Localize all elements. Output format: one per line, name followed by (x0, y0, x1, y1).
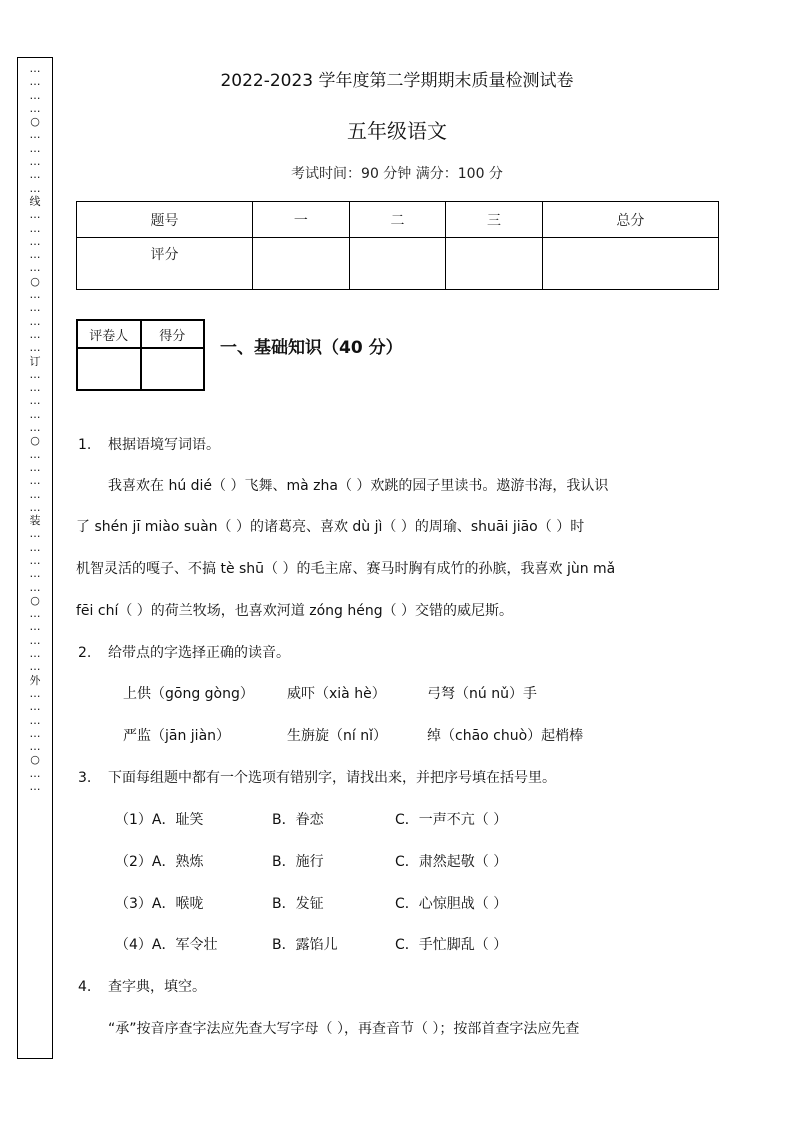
binding-char: … (29, 75, 41, 89)
score-label: 得分 (141, 320, 205, 348)
score-header-cell: 二 (349, 202, 446, 238)
binding-char: … (29, 474, 41, 488)
question-prompt: 查字典，填空。 (108, 979, 206, 995)
binding-char: … (29, 540, 41, 554)
option-a: （4）A．军令壮 (115, 937, 218, 953)
grader-table (76, 319, 205, 391)
binding-char: … (29, 766, 41, 780)
binding-char: … (29, 460, 41, 474)
binding-char: … (29, 567, 41, 581)
binding-char: … (29, 155, 41, 169)
binding-char: … (29, 447, 41, 461)
score-header-cell: 题号 (77, 202, 253, 238)
question-text: 机智灵活的嘎子、不搞 tè shū（ ）的毛主席、赛马时胸有成竹的孙膑，我喜欢 jùn mǎ (76, 561, 616, 577)
section-heading: 一、基础知识（40 分） (220, 338, 403, 358)
pinyin-item: 上供（gōng gòng） (123, 686, 254, 702)
binding-char: … (29, 780, 41, 794)
binding-margin (17, 57, 53, 1059)
binding-char: … (29, 248, 41, 262)
binding-char: … (29, 487, 41, 501)
binding-char: … (29, 221, 41, 235)
option-c: C．心惊胆战（ ） (395, 896, 508, 912)
binding-char: … (29, 700, 41, 714)
exam-subtitle: 五年级语文 (347, 119, 447, 143)
option-b: B．露馅儿 (272, 937, 338, 953)
pinyin-item: 弓弩（nú nǔ）手 (427, 686, 537, 702)
question-prompt: 给带点的字选择正确的读音。 (108, 645, 290, 661)
option-b: B．眷恋 (272, 812, 324, 828)
exam-info: 考试时间：90 分钟 满分：100 分 (291, 166, 503, 182)
binding-char: … (29, 88, 41, 102)
question-number: 4. (78, 979, 92, 995)
score-header-cell: 一 (253, 202, 350, 238)
binding-char: … (29, 381, 41, 395)
score-header-cell: 三 (446, 202, 543, 238)
binding-char: … (29, 141, 41, 155)
binding-char: 装 (29, 514, 41, 528)
score-cell[interactable] (349, 238, 446, 290)
binding-char: ○ (30, 274, 40, 288)
question-number: 1. (78, 437, 92, 453)
option-c: C．一声不亢（ ） (395, 812, 508, 828)
binding-char: 订 (29, 354, 41, 368)
grader-label: 评卷人 (77, 320, 141, 348)
binding-char: … (29, 234, 41, 248)
option-c: C．肃然起敬（ ） (395, 854, 508, 870)
binding-char: … (29, 261, 41, 275)
score-table (76, 201, 719, 290)
score-cell[interactable] (446, 238, 543, 290)
pinyin-item: 威吓（xià hè） (287, 686, 386, 702)
pinyin-item: 生旃旋（ní nǐ） (287, 728, 387, 744)
score-row-label: 评分 (77, 238, 253, 290)
binding-char: … (29, 181, 41, 195)
binding-char: … (29, 101, 41, 115)
question-number: 2. (78, 645, 92, 661)
binding-char: … (29, 740, 41, 754)
binding-char: … (29, 128, 41, 142)
binding-char: … (29, 421, 41, 435)
binding-char: … (29, 394, 41, 408)
binding-char: … (29, 500, 41, 514)
question-prompt: 下面每组题中都有一个选项有错别字，请找出来，并把序号填在括号里。 (108, 770, 556, 786)
binding-char: ○ (30, 115, 40, 129)
binding-char: … (29, 314, 41, 328)
binding-char: ○ (30, 593, 40, 607)
binding-char: … (29, 367, 41, 381)
binding-char: … (29, 288, 41, 302)
binding-char: … (29, 208, 41, 222)
question-text: 我喜欢在 hú dié（ ）飞舞、mà zha（ ）欢跳的园子里读书。遨游书海，我认识 (108, 478, 609, 494)
binding-char: … (29, 633, 41, 647)
binding-char: 线 (29, 194, 41, 208)
binding-char: … (29, 713, 41, 727)
binding-char: … (29, 341, 41, 355)
binding-char: … (29, 647, 41, 661)
option-a: （1）A．耻笑 (115, 812, 204, 828)
question-text: fēi chí（ ）的荷兰牧场，也喜欢河道 zóng héng（ ）交错的威尼斯。 (76, 603, 514, 619)
binding-char: … (29, 327, 41, 341)
pinyin-item: 绰（chāo chuò）起梢棒 (427, 728, 584, 744)
binding-char: … (29, 620, 41, 634)
binding-char: … (29, 660, 41, 674)
question-text: 了 shén jī miào suàn（ ）的诸葛亮、喜欢 dù jì（ ）的周瑜、shuāi jiāo（ ）时 (76, 519, 585, 535)
binding-char: … (29, 168, 41, 182)
question-text: “承”按音序查字法应先查大写字母（ ），再查音节（ ）；按部首查字法应先查 (108, 1021, 580, 1037)
score-cell[interactable] (141, 348, 205, 390)
option-a: （2）A．熟炼 (115, 854, 204, 870)
score-cell[interactable] (542, 238, 718, 290)
binding-char: … (29, 686, 41, 700)
binding-char: … (29, 580, 41, 594)
option-a: （3）A．喉咙 (115, 896, 204, 912)
question-prompt: 根据语境写词语。 (108, 437, 220, 453)
option-b: B．发钲 (272, 896, 324, 912)
binding-char: … (29, 301, 41, 315)
binding-char: 外 (29, 673, 41, 687)
binding-char: … (29, 553, 41, 567)
binding-char: … (29, 527, 41, 541)
binding-char: … (29, 407, 41, 421)
question-number: 3. (78, 770, 92, 786)
score-header-cell: 总分 (542, 202, 718, 238)
option-b: B．施行 (272, 854, 324, 870)
binding-char: ○ (30, 753, 40, 767)
grader-cell[interactable] (77, 348, 141, 390)
binding-char: … (29, 62, 41, 75)
exam-title: 2022-2023 学年度第二学期期末质量检测试卷 (220, 71, 574, 91)
binding-char: … (29, 607, 41, 621)
score-cell[interactable] (253, 238, 350, 290)
option-c: C．手忙脚乱（ ） (395, 937, 508, 953)
pinyin-item: 严监（jān jiàn） (123, 728, 231, 744)
binding-char: ○ (30, 434, 40, 448)
binding-char: … (29, 726, 41, 740)
